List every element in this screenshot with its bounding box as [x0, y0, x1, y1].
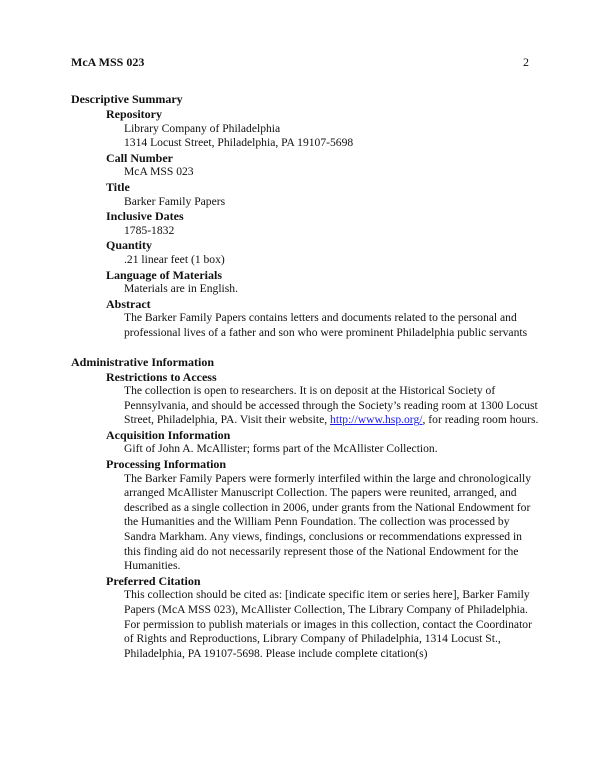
field-label: Title [106, 179, 130, 194]
field-value [124, 384, 539, 428]
field-abstract [106, 297, 541, 341]
field-label: Inclusive Dates [106, 209, 184, 224]
field-label: Call Number [106, 150, 173, 165]
document-body [71, 92, 541, 675]
field-value: 1785-1832 [124, 223, 175, 237]
field-inclusive-dates [106, 209, 541, 238]
field-restrictions [106, 370, 541, 428]
field-label: Language of Materials [106, 267, 222, 282]
administrative-information-section [71, 355, 541, 662]
field-value: McA MSS 023 [124, 165, 194, 179]
page-number: 2 [523, 55, 529, 69]
field-processing [106, 457, 541, 574]
field-label: Processing Information [106, 457, 227, 472]
field-title [106, 180, 541, 209]
field-label: Preferred Citation [106, 573, 201, 588]
field-language [106, 268, 541, 297]
field-quantity [106, 238, 541, 267]
field-label: Abstract [106, 296, 151, 311]
restrictions-text-end: , for reading room hours. [422, 413, 539, 427]
field-value [124, 122, 539, 151]
field-citation [106, 574, 541, 662]
repository-name: Library Company of Philadelphia [124, 121, 281, 135]
collection-id: McA MSS 023 [71, 55, 145, 69]
field-label: Quantity [106, 238, 153, 253]
field-repository [106, 107, 541, 151]
field-value: Materials are in English. [124, 282, 238, 296]
field-label: Acquisition Information [106, 427, 231, 442]
section-title: Descriptive Summary [71, 92, 183, 106]
page-header [71, 54, 529, 70]
field-value: Barker Family Papers [124, 194, 226, 208]
field-value: Gift of John A. McAllister; forms part of the McAllister Collection. [124, 442, 438, 456]
restrictions-text: The collection is open to researchers. It is on deposit at the Historical Society of Pennsylvania, and should be accessed through the Society’s reading room at 1300 Locust Street, Philadelphia, PA. Visit their website, [124, 384, 538, 427]
field-label: Repository [106, 107, 162, 121]
field-call-number [106, 151, 541, 180]
field-value: The Barker Family Papers contains letters and documents related to the personal and professional lives of a father and son who were prominent Philadelphia public servants [124, 311, 528, 339]
repository-address: 1314 Locust Street, Philadelphia, PA 19107-5698 [124, 136, 354, 150]
hsp-website-link[interactable]: http://www.hsp.org/ [330, 413, 423, 427]
section-title: Administrative Information [71, 354, 214, 369]
field-value: This collection should be cited as: [indicate specific item or series here], Barker Family Papers (McA MSS 023), McAllister Collection, The Library Company of Philadelphia. For permission to publish materials or images in this collection, contact the Coordinator of Rights and Reproductions, Library Company of Philadelphia, 1314 Locust St., Philadelphia, PA 19107-5698. Please include complete citation(s) [124, 588, 532, 660]
field-label: Restrictions to Access [106, 369, 217, 384]
field-value: The Barker Family Papers were formerly interfiled within the large and chronologically arranged McAllister Manuscript Collection. The papers were reunited, arranged, and described as a single collection in 2006, under grants from the National Endowment for the Humanities and the William Penn Foundation. The collection was processed by Sandra Markham. Any views, findings, conclusions or recommendations expressed in this finding aid do not necessarily represent those of the National Endowment for the Humanities. [124, 471, 532, 573]
descriptive-summary-section [71, 92, 541, 341]
field-value: .21 linear feet (1 box) [124, 252, 225, 266]
field-acquisition [106, 428, 541, 457]
